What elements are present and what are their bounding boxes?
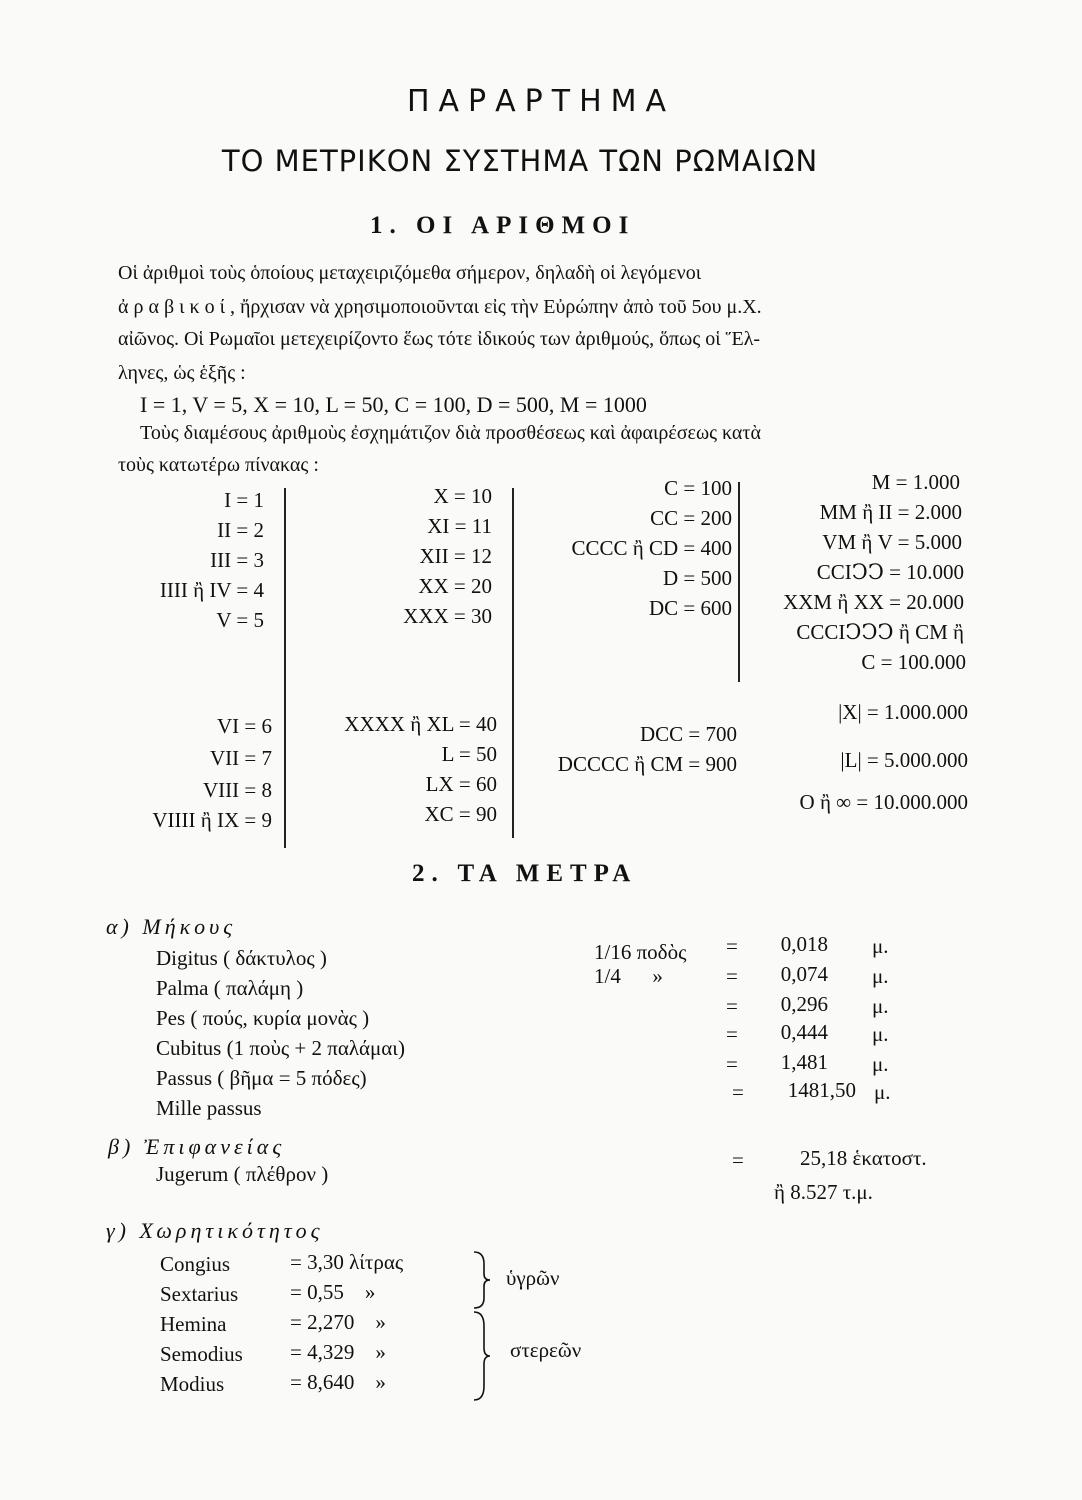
measure-unit: μ. — [872, 994, 889, 1018]
page-title: ΠΑΡΑΡΤΗΜΑ — [406, 84, 676, 119]
numeral-cell: V = 5 — [216, 608, 264, 632]
measure-value: 1,481 — [780, 1050, 828, 1074]
measure-name: Semodius — [160, 1342, 243, 1366]
numeral-cell: IIII ἢ IV = 4 — [159, 578, 264, 602]
numeral-cell: XXX = 30 — [403, 604, 492, 628]
numeral-cell: XXM ἢ XX = 20.000 — [783, 590, 964, 614]
measure-name: Cubitus (1 ποὺς + 2 παλάμαι) — [156, 1036, 405, 1060]
basic-numerals: I = 1, V = 5, X = 10, L = 50, C = 100, D = 500, M = 1000 — [140, 392, 647, 417]
measure-name: Sextarius — [160, 1282, 239, 1306]
measure-unit: μ. — [872, 964, 889, 988]
measure-value: = 4,329 » — [290, 1340, 386, 1364]
numeral-cell: VIIII ἢ IX = 9 — [152, 808, 272, 832]
para-line: ἀ ρ α β ι κ ο ί , ἤρχισαν νὰ χρησιμοποιοῦνται εἰς τὴν Εὐρώπην ἀπὸ τοῦ 5ου μ.Χ. — [118, 296, 762, 318]
numeral-cell: D = 500 — [662, 566, 732, 590]
numeral-cell: CC = 200 — [650, 506, 732, 530]
numeral-cell: CCCIↃↃↃ ἢ CM ἢ — [796, 620, 964, 644]
numeral-cell: MM ἢ II = 2.000 — [819, 500, 962, 524]
measure-eq: = — [726, 1052, 738, 1076]
numeral-cell: XI = 11 — [427, 514, 492, 538]
measure-value: 0,018 — [780, 932, 828, 956]
section1-heading: 1. ΟΙ ΑΡΙΘΜΟΙ — [370, 212, 636, 239]
measure-name: Pes ( πούς, κυρία μονὰς ) — [156, 1006, 370, 1030]
measure-value: 0,296 — [780, 992, 828, 1016]
numeral-cell: XXXX ἢ XL = 40 — [344, 712, 497, 736]
measure-name: Congius — [160, 1252, 231, 1276]
capacity-label: γ) Χωρητικότητος — [106, 1218, 324, 1243]
column-divider — [512, 488, 514, 838]
numeral-cell: L = 50 — [441, 742, 497, 766]
measure-value: = 0,55 » — [290, 1280, 376, 1304]
numeral-cell: CCCC ἢ CD = 400 — [571, 536, 732, 560]
numeral-cell: DC = 600 — [648, 596, 732, 620]
column-divider — [284, 488, 286, 848]
numeral-cell: O ἢ ∞ = 10.000.000 — [799, 790, 968, 814]
measure-unit: μ. — [872, 1052, 889, 1076]
numeral-cell: II = 2 — [217, 518, 264, 542]
liquid-label: ὑγρῶν — [506, 1266, 560, 1290]
measure-value: ἢ 8.527 τ.μ. — [774, 1180, 873, 1204]
measure-unit: μ. — [872, 934, 889, 958]
numeral-cell: C = 100 — [664, 476, 732, 500]
measure-name: Modius — [160, 1372, 225, 1396]
measure-value: = 8,640 » — [290, 1370, 386, 1394]
measure-name: Mille passus — [156, 1096, 262, 1120]
measure-eq: = — [726, 994, 738, 1018]
para-line: αἰῶνος. Οἱ Ρωμαῖοι μετεχειρίζοντο ἕως τότε ἰδικούς των ἀριθμούς, ὅπως οἱ Ἕλ- — [118, 328, 761, 350]
measure-eq: = — [732, 1148, 744, 1172]
numeral-cell: X = 10 — [433, 484, 492, 508]
measure-value: 25,18 ἑκατοστ. — [800, 1146, 927, 1170]
numeral-cell: III = 3 — [210, 548, 264, 572]
numeral-cell: |L| = 5.000.000 — [840, 748, 968, 772]
numeral-cell: VM ἢ V = 5.000 — [822, 530, 962, 554]
numeral-cell: XC = 90 — [424, 802, 497, 826]
measure-unit: μ. — [874, 1080, 891, 1104]
measure-ratio: 1/16 ποδὸς — [594, 940, 687, 964]
measure-value: = 3,30 λίτρας — [290, 1250, 404, 1274]
numeral-cell: |X| = 1.000.000 — [838, 700, 968, 724]
measure-name: Palma ( παλάμη ) — [156, 976, 304, 1000]
column-divider — [738, 482, 740, 682]
numeral-cell: VI = 6 — [216, 714, 272, 738]
numeral-cell: C = 100.000 — [861, 650, 966, 674]
para-line: τοὺς κατωτέρω πίνακας : — [118, 454, 319, 476]
para-line: Οἱ ἀριθμοὶ τοὺς ὁποίους μεταχειριζόμεθα σήμερον, δηλαδὴ οἱ λεγόμενοι — [118, 262, 702, 284]
para-line: Τοὺς διαμέσους ἀριθμοὺς ἐσχημάτιζον διὰ προσθέσεως καὶ ἀφαιρέσεως κατὰ — [140, 422, 761, 444]
length-label: α) Μήκους — [106, 914, 237, 939]
numeral-cell: DCC = 700 — [639, 722, 737, 746]
solid-label: στερεῶν — [510, 1338, 582, 1362]
numeral-cell: VII = 7 — [210, 746, 272, 770]
section2-heading: 2. ΤΑ ΜΕΤΡΑ — [412, 860, 638, 887]
numeral-cell: XX = 20 — [418, 574, 492, 598]
numeral-cell: I = 1 — [224, 488, 264, 512]
area-label: β) Ἐπιφανείας — [108, 1134, 286, 1159]
numeral-cell: VIII = 8 — [203, 778, 272, 802]
measure-name: Passus ( βῆμα = 5 πόδες) — [156, 1066, 367, 1090]
numeral-cell: LX = 60 — [425, 772, 497, 796]
measure-ratio: 1/4 » — [594, 964, 663, 988]
measure-name: Jugerum ( πλέθρον ) — [156, 1162, 329, 1186]
measure-value: 1481,50 — [787, 1078, 856, 1102]
measure-unit: μ. — [872, 1022, 889, 1046]
brace-icon — [470, 1250, 494, 1310]
numeral-cell: XII = 12 — [419, 544, 492, 568]
measure-eq: = — [732, 1080, 744, 1104]
numeral-cell: CCIↃↃ = 10.000 — [816, 560, 964, 584]
measure-eq: = — [726, 964, 738, 988]
measure-eq: = — [726, 934, 738, 958]
measure-name: Digitus ( δάκτυλος ) — [156, 946, 327, 970]
measure-value: 0,444 — [780, 1020, 828, 1044]
page-subtitle: ΤΟ ΜΕΤΡΙΚΟΝ ΣΥΣΤΗΜΑ ΤΩΝ ΡΩΜΑΙΩΝ — [221, 144, 819, 178]
measure-name: Hemina — [160, 1312, 227, 1336]
measure-value: = 2,270 » — [290, 1310, 386, 1334]
measure-eq: = — [726, 1022, 738, 1046]
measure-value: 0,074 — [780, 962, 828, 986]
numeral-cell: M = 1.000 — [871, 470, 960, 494]
numeral-cell: DCCCC ἢ CM = 900 — [557, 752, 737, 776]
brace-icon — [470, 1310, 494, 1402]
para-line: ληνες, ὡς ἑξῆς : — [118, 362, 246, 384]
